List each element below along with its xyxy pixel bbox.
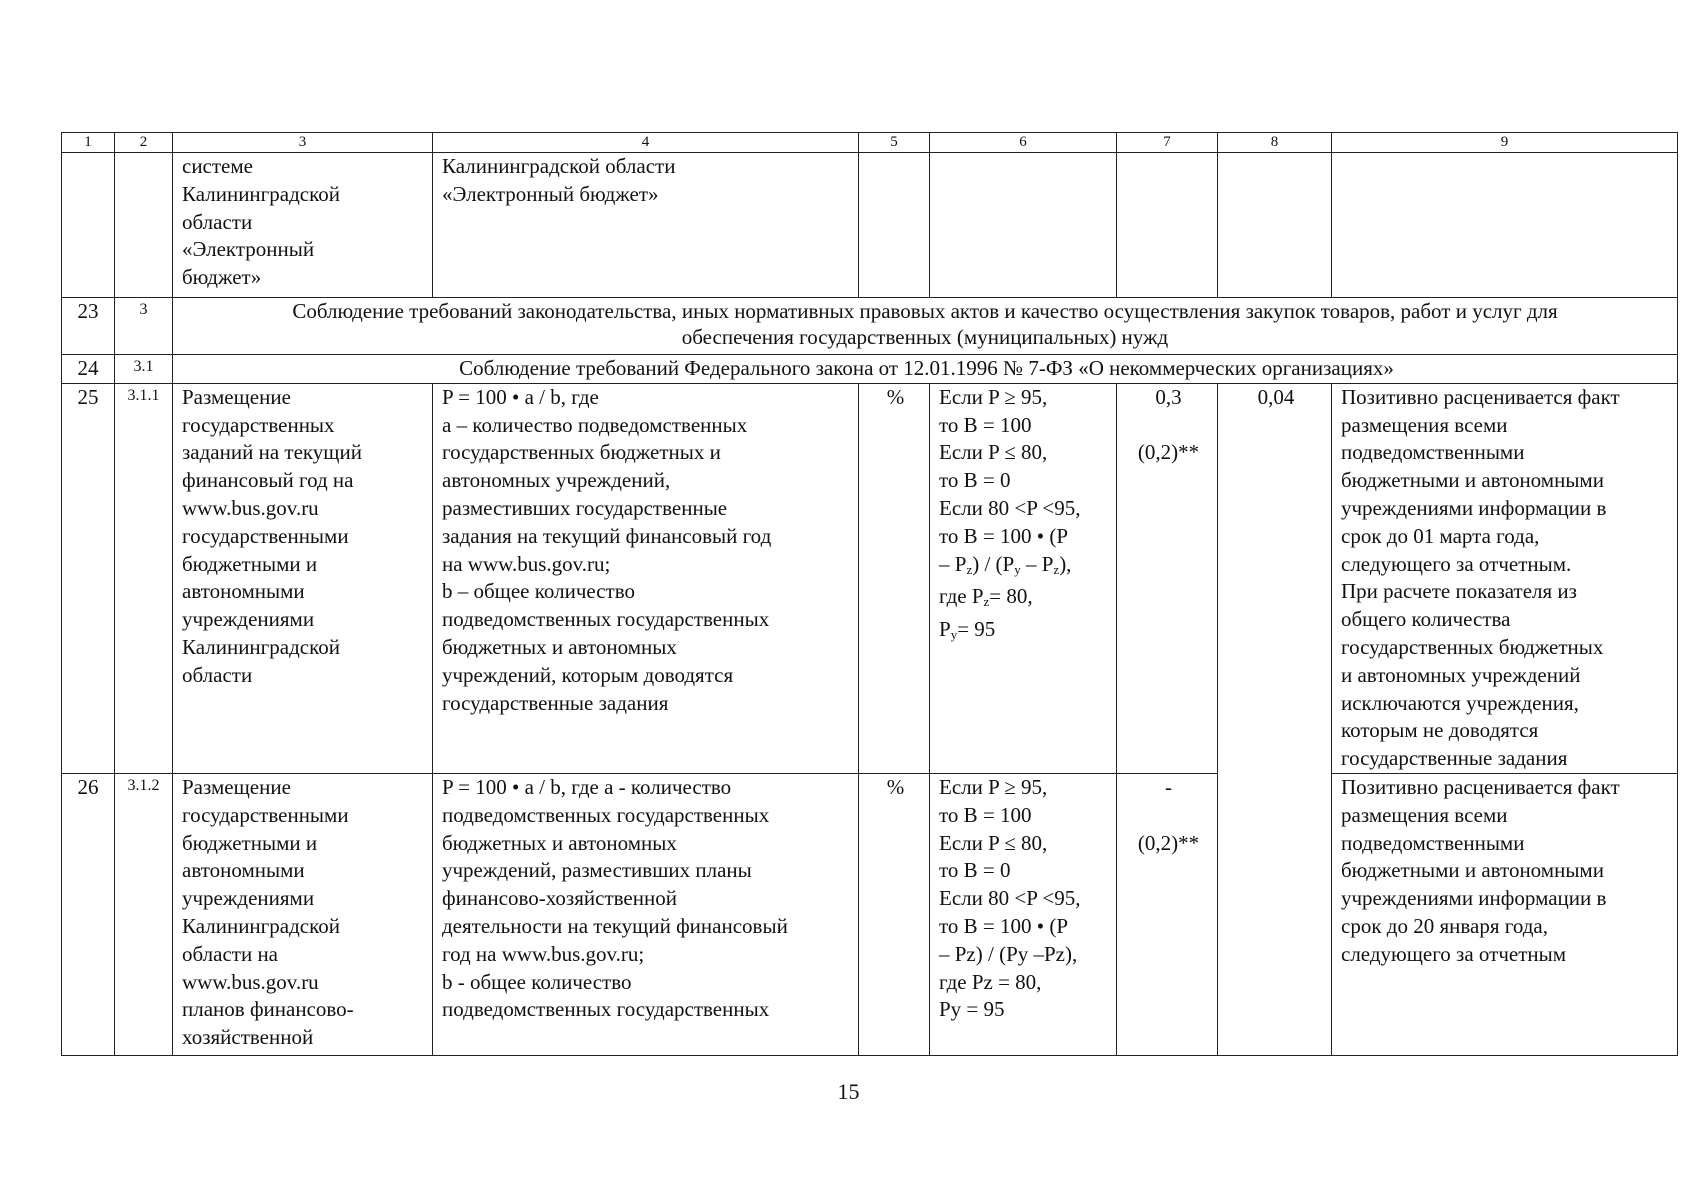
col-num-6: 6 — [930, 133, 1117, 153]
col-num-7: 7 — [1117, 133, 1218, 153]
col-num-4: 4 — [433, 133, 859, 153]
group-weight-value: 0,04 — [1218, 383, 1332, 1055]
subsection-title: Соблюдение требований Федерального закона от 12.01.1996 № 7-ФЗ «О некоммерческих организациях» — [173, 355, 1678, 384]
indicators-table — [61, 132, 1678, 1056]
section-row-23 — [62, 298, 1678, 355]
indicator-comment: Позитивно расценивается факт размещения всеми подведомственными бюджетными и автономными учреждениями информации в срок до 20 января года, следующего за отчетным — [1332, 773, 1678, 1055]
row-code: 3 — [115, 298, 173, 355]
column-number-row — [62, 133, 1678, 153]
indicator-row-26 — [62, 773, 1678, 1055]
section-row-24 — [62, 355, 1678, 384]
col-num-8: 8 — [1218, 133, 1332, 153]
row-number: 23 — [62, 298, 115, 355]
unit-of-measure: % — [859, 383, 930, 773]
row-number: 24 — [62, 355, 115, 384]
indicator-comment: Позитивно расценивается факт размещения всеми подведомственными бюджетными и автономными учреждениями информации в срок до 01 марта года, следующего за отчетным. При расчете показателя из общего количества государственных бюджетных и автономных учреждений исключаются учреждения, которым не доводятся государственные задания — [1332, 383, 1678, 773]
section-title: Соблюдение требований законодательства, иных нормативных правовых актов и качество осуществления закупок товаров, работ и услуг для обеспечения государственных (муниципальных) нужд — [173, 298, 1678, 355]
scoring-rule: Если P ≥ 95, то B = 100 Если P ≤ 80, то B = 0 Если 80 <P <95, то B = 100 • (P – $P_z) / (P_y - P_z)$, где $P_z= 80$, $P_y= 95$ — [930, 383, 1117, 773]
indicator-row-25 — [62, 383, 1678, 773]
weight-value: 0,3 (0,2)** — [1117, 383, 1218, 773]
row-code: 3.1.1 — [115, 383, 173, 773]
col-num-9: 9 — [1332, 133, 1678, 153]
indicator-name: Размещение государственными бюджетными и автономными учреждениями Калининградской области на www.bus.gov.ru планов финансово- хозяйственной — [173, 773, 433, 1055]
calculation-formula: P = 100 • a / b, где a – количество подведомственных государственных бюджетных и автономных учреждений, разместивших государственные задания на текущий финансовый год на www.bus.gov.ru; b – общее количество подведомственных государственных бюджетных и автономных учреждений, которым доводятся государственные задания — [433, 383, 859, 773]
col-num-1: 1 — [62, 133, 115, 153]
row-code: 3.1.2 — [115, 773, 173, 1055]
row-number: 26 — [62, 773, 115, 1055]
col-num-3: 3 — [173, 133, 433, 153]
col-num-5: 5 — [859, 133, 930, 153]
indicator-name: Размещение государственных заданий на текущий финансовый год на www.bus.gov.ru государственными бюджетными и автономными учреждениями Калининградской области — [173, 383, 433, 773]
continuation-formula: Калининградской области «Электронный бюджет» — [433, 153, 859, 298]
row-code: 3.1 — [115, 355, 173, 384]
unit-of-measure: % — [859, 773, 930, 1055]
continuation-indicator-name: системе Калининградской области «Электронный бюджет» — [173, 153, 433, 298]
scoring-rule: Если P ≥ 95, то B = 100 Если P ≤ 80, то B = 0 Если 80 <P <95, то B = 100 • (P – Pz) / (Py –Pz), где Pz = 80, Py = 95 — [930, 773, 1117, 1055]
page-number: 15 — [837, 1079, 860, 1104]
weight-value: - (0,2)** — [1117, 773, 1218, 1055]
row-number: 25 — [62, 383, 115, 773]
calculation-formula: P = 100 • a / b, где a - количество подведомственных государственных бюджетных и автономных учреждений, разместивших планы финансово-хозяйственной деятельности на текущий финансовый год на www.bus.gov.ru; b - общее количество подведомственных государственных — [433, 773, 859, 1055]
col-num-2: 2 — [115, 133, 173, 153]
continuation-row — [62, 153, 1678, 298]
